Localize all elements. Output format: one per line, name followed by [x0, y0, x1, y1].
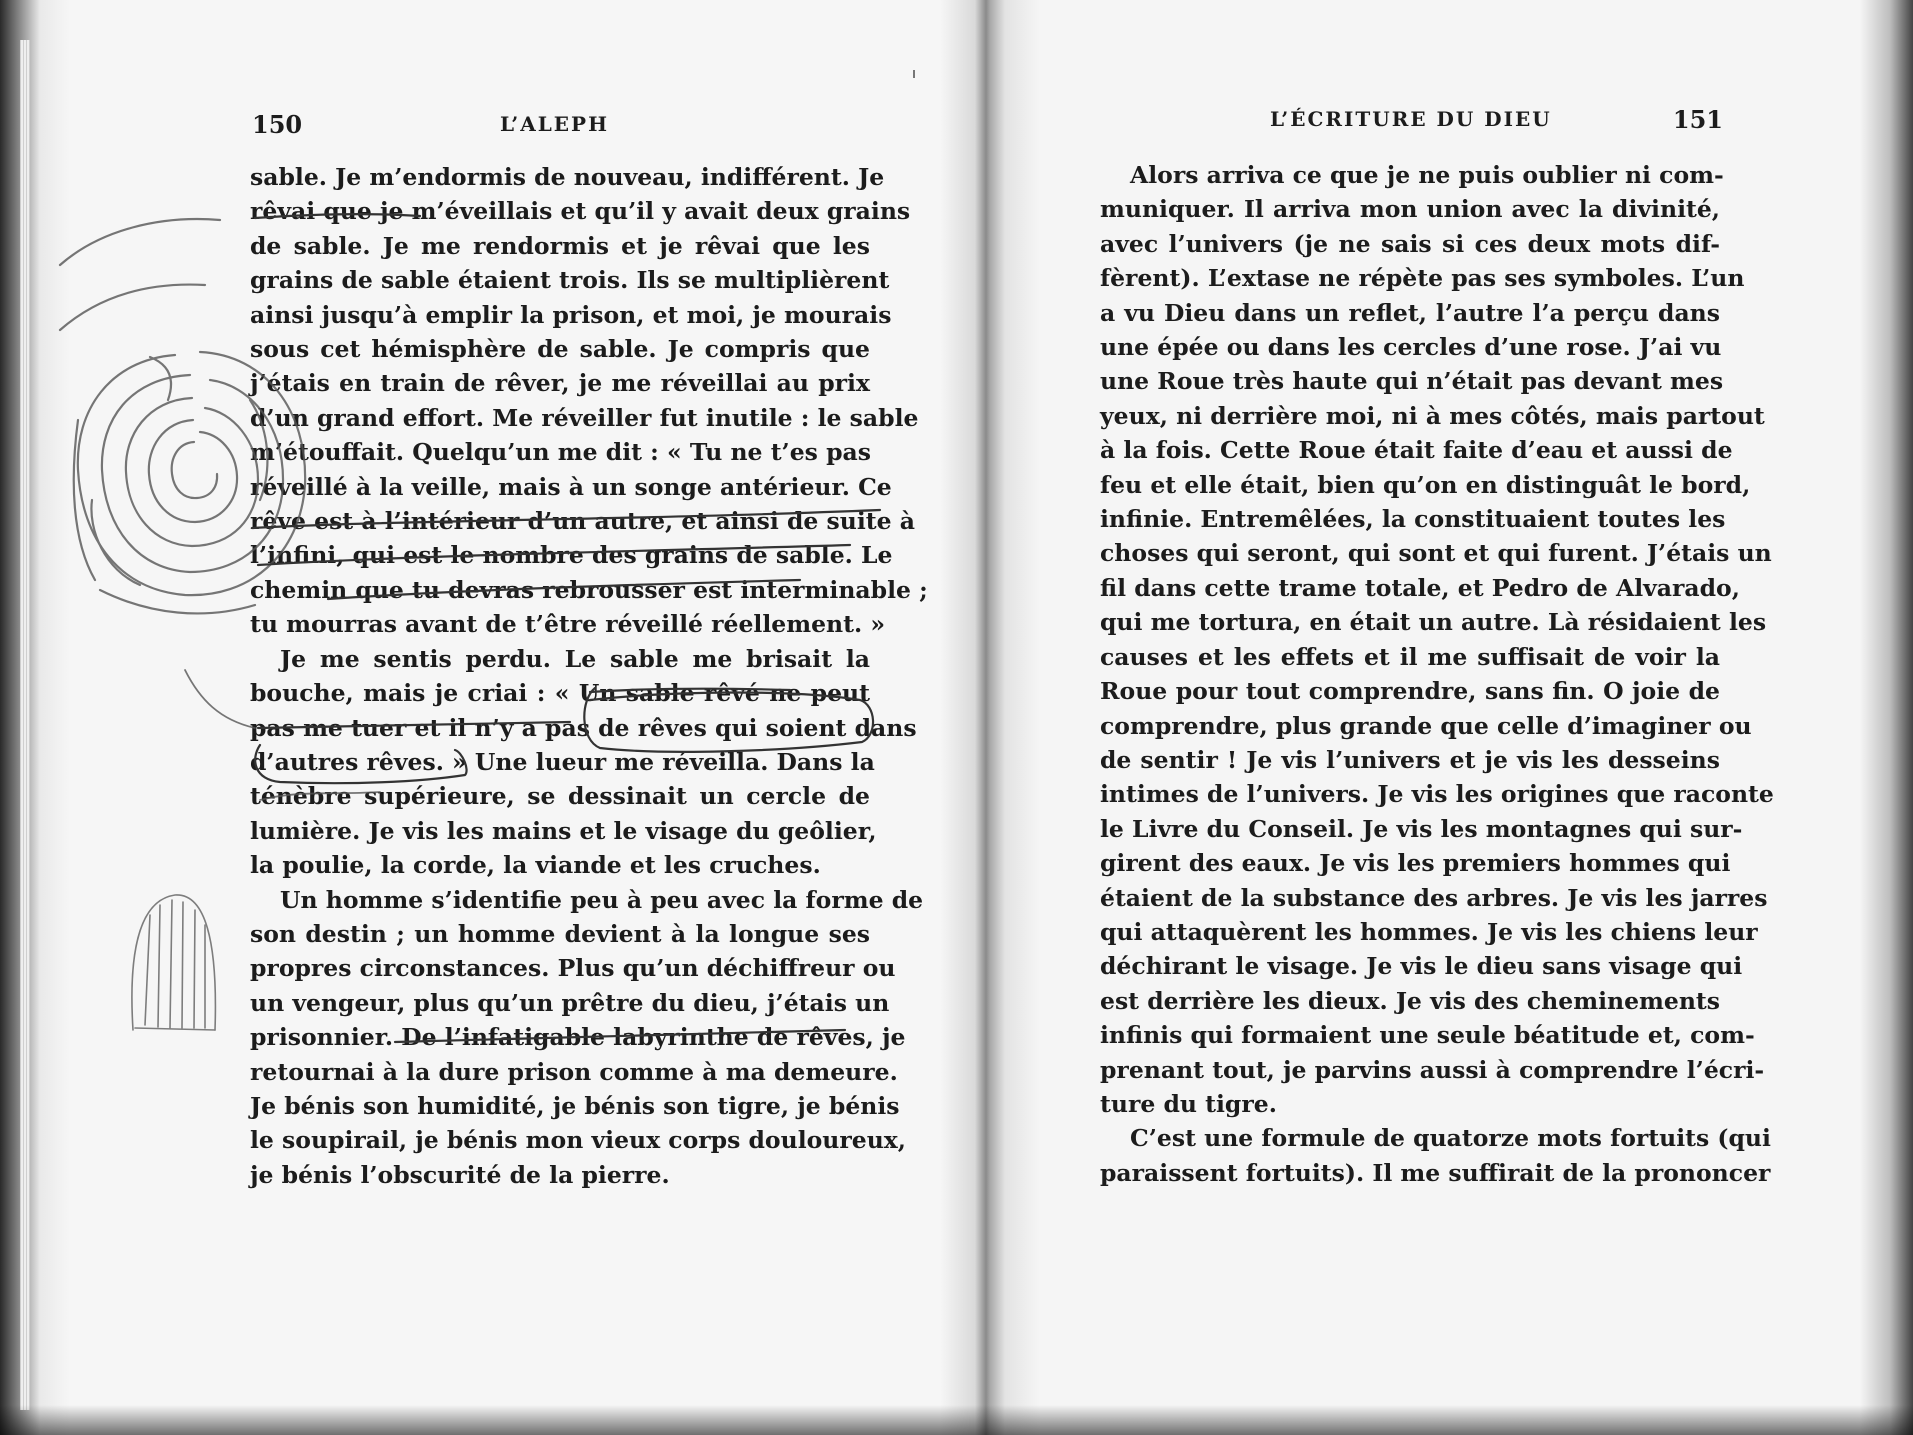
text-line: qui attaquèrent les hommes. Je vis les chiens leur	[1100, 917, 1758, 946]
left-head-title: L’ALEPH	[500, 112, 609, 136]
text-line: yeux, ni derrière moi, ni à mes côtés, mais partout	[1100, 401, 1765, 430]
text-line: pas me tuer et il n’y a pas de rêves qui soient dans	[250, 713, 917, 742]
right-running-head	[1100, 105, 1723, 145]
text-line: infinis qui formaient une seule béatitude et, com-	[1100, 1021, 1755, 1050]
left-page	[250, 110, 928, 1192]
text-line: ténèbre supérieure, se dessinait un cercle de	[250, 782, 870, 811]
text-line: paraissent fortuits). Il me suffirait de la prononcer	[1100, 1158, 1771, 1187]
right-page-text	[1100, 158, 1774, 1190]
text-line: qui me tortura, en était un autre. Là résidaient les	[1100, 608, 1767, 637]
text-line: choses qui seront, qui sont et qui furent. J’étais un	[1100, 539, 1772, 568]
left-page-text	[250, 160, 928, 1192]
text-line: feu et elle était, bien qu’on en distinguât le bord,	[1100, 470, 1751, 499]
text-line: Je me sentis perdu. Le sable me brisait la	[280, 644, 870, 673]
text-line: sous cet hémisphère de sable. Je compris que	[250, 335, 870, 364]
text-line: de sentir ! Je vis l’univers et je vis les desseins	[1100, 745, 1720, 774]
text-line: prenant tout, je parvins aussi à comprendre l’écri-	[1100, 1055, 1765, 1084]
text-line: le Livre du Conseil. Je vis les montagnes qui sur-	[1100, 814, 1743, 843]
text-line: ainsi jusqu’à emplir la prison, et moi, je mourais	[250, 300, 892, 329]
text-line: fèrent). L’extase ne répète pas ses symboles. L’un	[1100, 264, 1745, 293]
text-line: de sable. Je me rendormis et je rêvai que les	[250, 231, 870, 260]
text-line: tu mourras avant de t’être réveillé réellement. »	[250, 610, 886, 639]
left-page-number: 150	[252, 110, 303, 139]
text-line: Un homme s’identifie peu à peu avec la forme de	[280, 885, 924, 914]
text-line: propres circonstances. Plus qu’un déchiffreur ou	[250, 954, 896, 983]
text-line: rêve est à l’intérieur d’un autre, et ainsi de suite à	[250, 507, 915, 536]
text-line: rêvai que je m’éveillais et qu’il y avait deux grains	[250, 197, 911, 226]
text-line: est derrière les dieux. Je vis des cheminements	[1100, 986, 1721, 1015]
text-line: déchirant le visage. Je vis le dieu sans visage qui	[1100, 952, 1743, 981]
page-edges	[20, 40, 30, 1410]
text-line: ture du tigre.	[1100, 1089, 1277, 1118]
right-page-number: 151	[1672, 105, 1723, 134]
right-page	[1100, 105, 1774, 1190]
right-head-title: L’ÉCRITURE DU DIEU	[1270, 107, 1552, 131]
text-line: le soupirail, je bénis mon vieux corps douloureux,	[250, 1126, 906, 1155]
text-line: C’est une formule de quatorze mots fortuits (qui	[1130, 1124, 1771, 1153]
text-line: l’infini, qui est le nombre des grains de sable. Le	[250, 541, 893, 570]
text-line: Alors arriva ce que je ne puis oublier ni com-	[1130, 161, 1724, 189]
text-line: m’étouffait. Quelqu’un me dit : « Tu ne t’es pas	[250, 438, 871, 467]
bottom-shadow	[0, 1405, 1913, 1435]
text-line: lumière. Je vis les mains et le visage du geôlier,	[250, 816, 877, 845]
text-line: prisonnier. De l’infatigable labyrinthe de rêves, je	[250, 1023, 906, 1052]
text-line: fil dans cette trame totale, et Pedro de Alvarado,	[1100, 573, 1740, 602]
text-line: Je bénis son humidité, je bénis son tigre, je bénis	[250, 1091, 900, 1120]
text-line: j’étais en train de rêver, je me réveillai au prix	[250, 369, 870, 398]
text-line: bouche, mais je criai : « Un sable rêvé ne peut	[250, 679, 870, 708]
text-line: a vu Dieu dans un reflet, l’autre l’a perçu dans	[1100, 298, 1720, 327]
text-line: avec l’univers (je ne sais si ces deux mots dif-	[1100, 229, 1720, 258]
text-line: à la fois. Cette Roue était faite d’eau et aussi de	[1100, 436, 1733, 465]
text-line: retournai à la dure prison comme à ma demeure.	[250, 1057, 898, 1086]
text-line: sable. Je m’endormis de nouveau, indifférent. Je	[250, 163, 885, 191]
text-line: réveillé à la veille, mais à un songe antérieur. Ce	[250, 472, 892, 501]
text-line: chemin que tu devras rebrousser est interminable ;	[250, 575, 928, 604]
text-line: d’autres rêves. » Une lueur me réveilla. Dans la	[250, 747, 875, 776]
text-line: la poulie, la corde, la viande et les cruches.	[250, 851, 821, 880]
text-line: une épée ou dans les cercles d’une rose. J’ai vu	[1100, 333, 1722, 362]
left-running-head	[250, 110, 870, 150]
cup-drawing	[132, 895, 216, 1030]
text-line: je bénis l’obscurité de la pierre.	[250, 1160, 670, 1189]
text-line: son destin ; un homme devient à la longue ses	[250, 919, 870, 948]
text-line: girent des eaux. Je vis les premiers hommes qui	[1100, 849, 1731, 878]
text-line: grains de sable étaient trois. Ils se multiplièrent	[250, 266, 890, 295]
text-line: un vengeur, plus qu’un prêtre du dieu, j’étais un	[250, 988, 890, 1017]
text-line: intimes de l’univers. Je vis les origines que raconte	[1100, 780, 1774, 809]
text-line: une Roue très haute qui n’était pas devant mes	[1100, 367, 1724, 396]
binding-mark	[913, 70, 915, 78]
text-line: d’un grand effort. Me réveiller fut inutile : le sable	[250, 403, 919, 432]
text-line: étaient de la substance des arbres. Je vis les jarres	[1100, 883, 1768, 912]
text-line: comprendre, plus grande que celle d’imaginer ou	[1100, 711, 1752, 740]
text-line: causes et les effets et il me suffisait de voir la	[1100, 642, 1720, 671]
text-line: Roue pour tout comprendre, sans fin. O joie de	[1100, 677, 1720, 706]
text-line: muniquer. Il arriva mon union avec la divinité,	[1100, 195, 1720, 224]
text-line: infinie. Entremêlées, la constituaient toutes les	[1100, 505, 1726, 534]
